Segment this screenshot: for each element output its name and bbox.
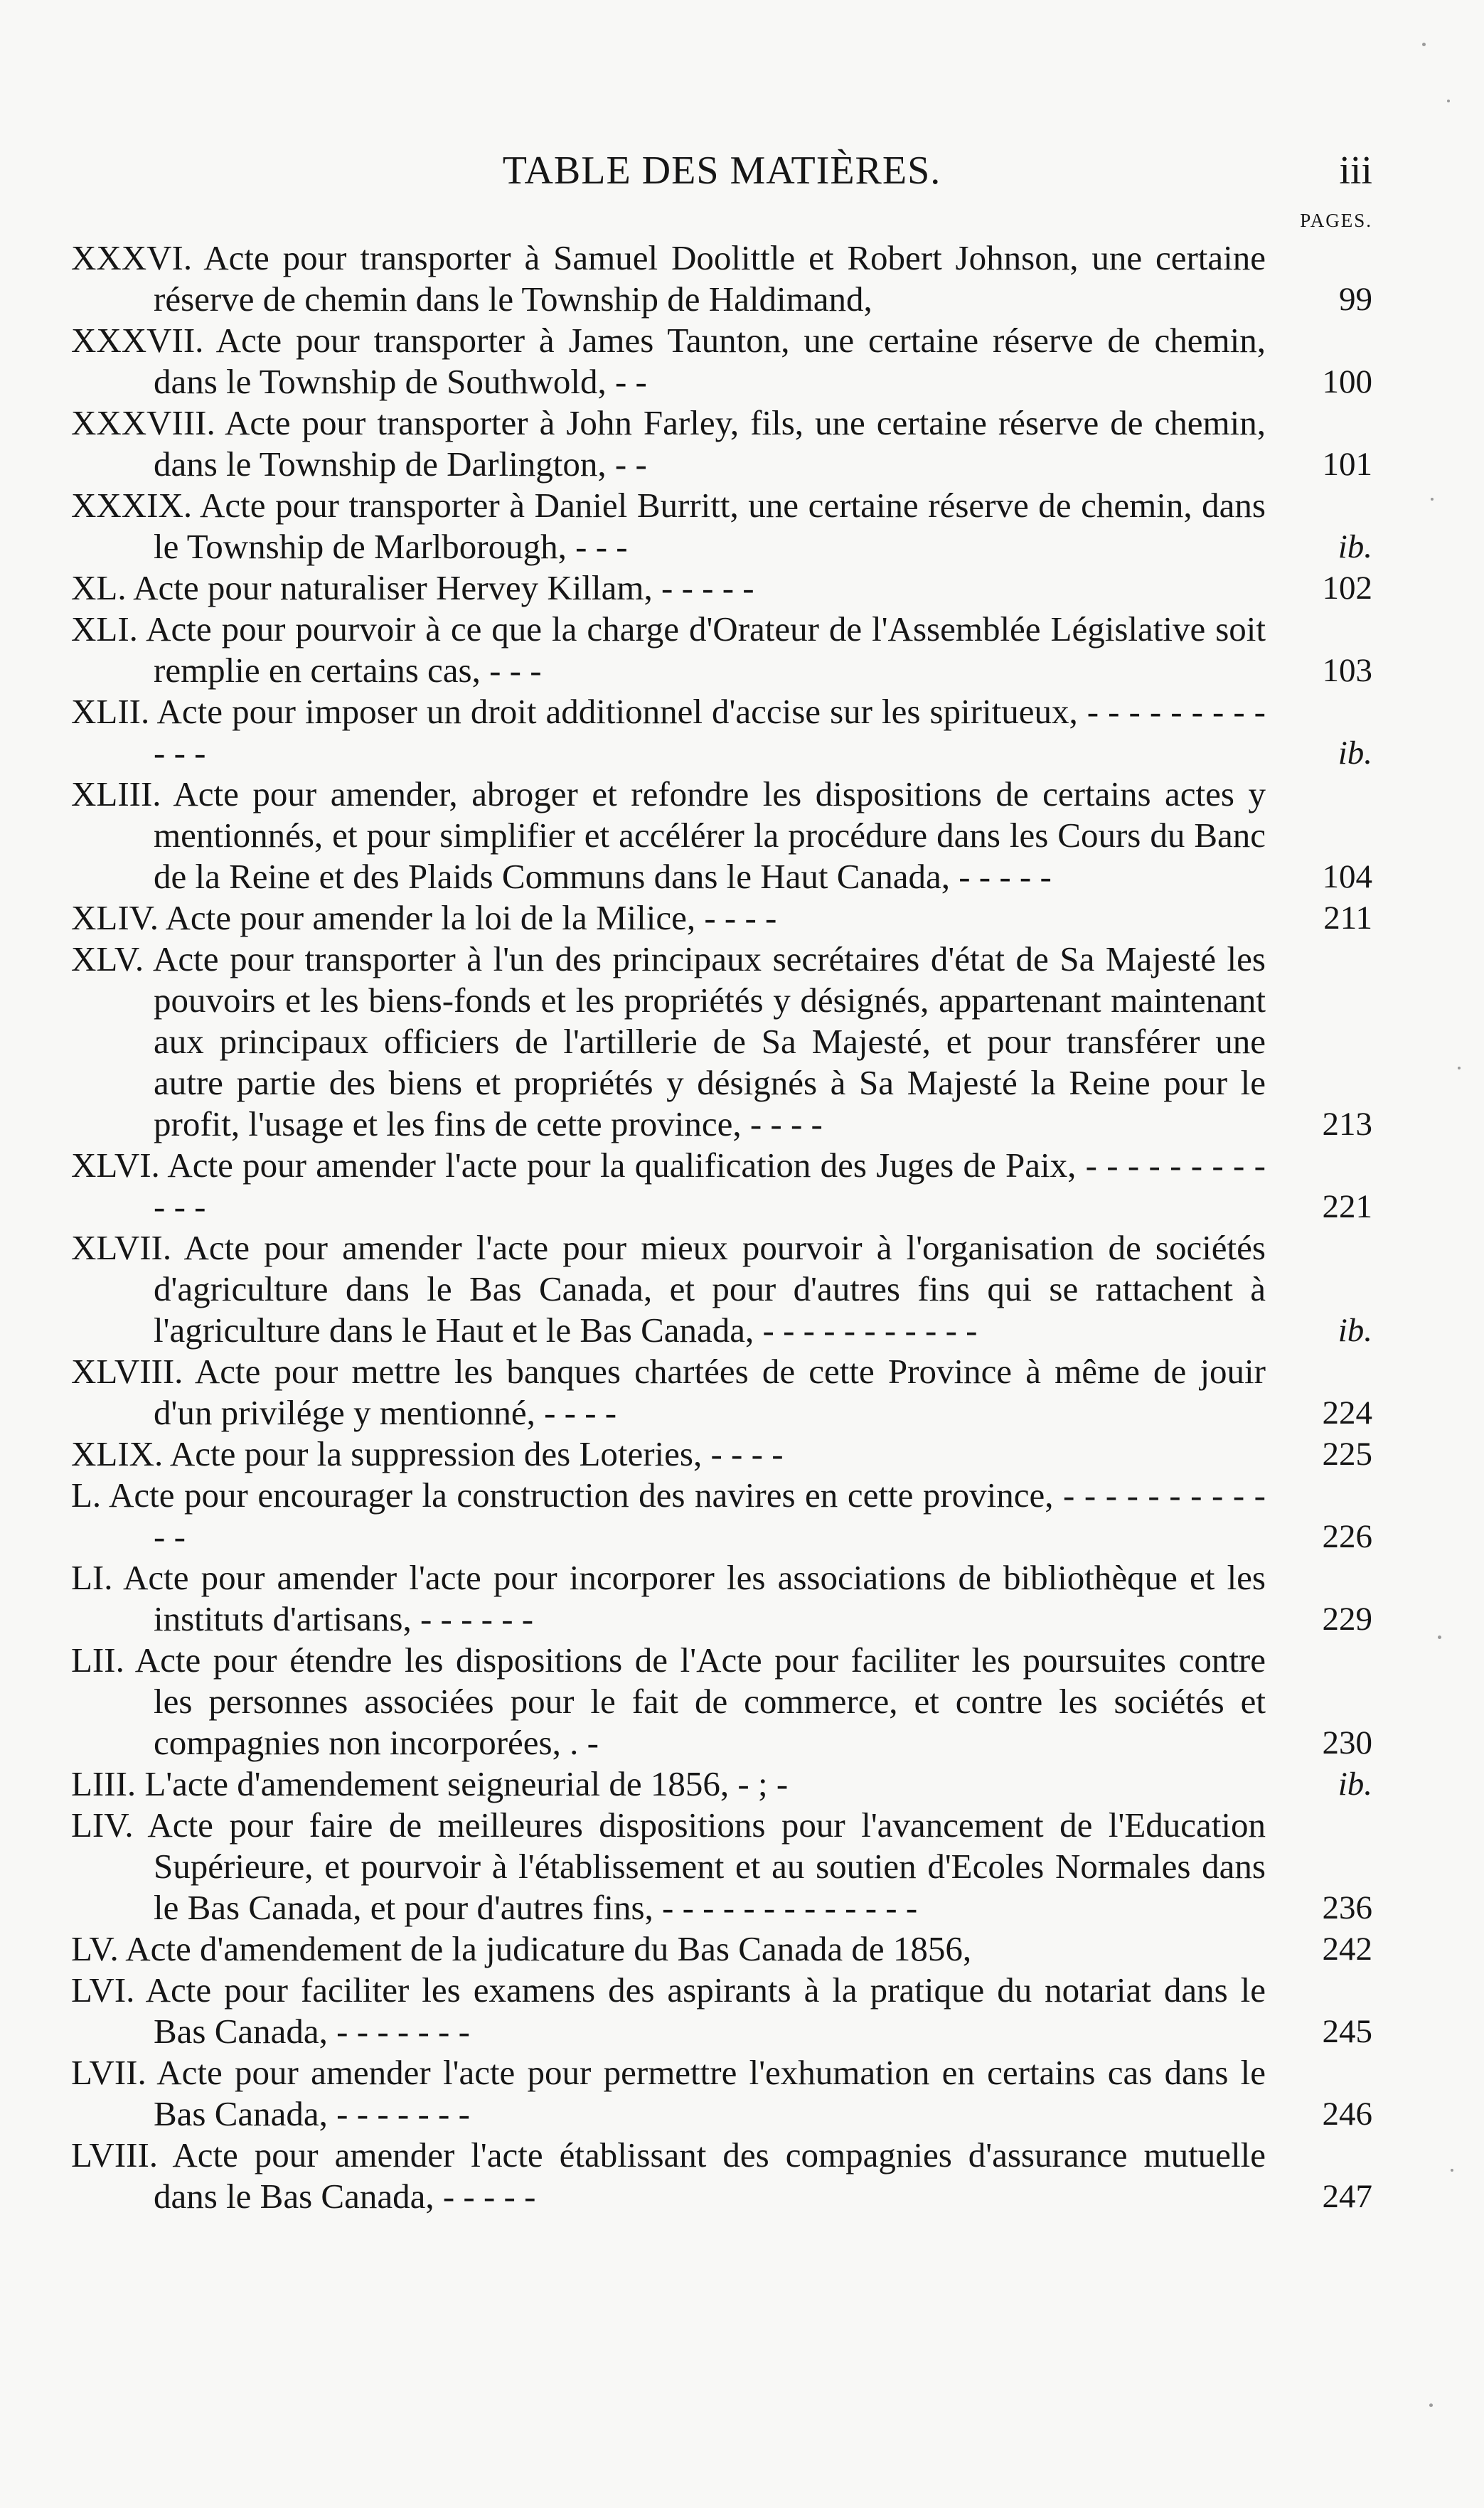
toc-entry (71, 2135, 1372, 2217)
entry-page: 211 (1323, 900, 1372, 937)
entry-page: ib. (1338, 735, 1372, 772)
toc-entry (71, 609, 1372, 691)
toc-entry (71, 1227, 1372, 1351)
entry-page: 102 (1322, 570, 1372, 607)
entry-text: XLII. Acte pour imposer un droit additionnel d'accise sur les spiritueux, - - - - - - - - - - - - (71, 692, 1266, 772)
scan-speck (1458, 1067, 1461, 1069)
entry-page: ib. (1338, 1312, 1372, 1349)
toc-entry (71, 1970, 1372, 2052)
entry-page: 100 (1322, 363, 1372, 400)
toc-entry (71, 485, 1372, 567)
scan-speck (1429, 2403, 1433, 2407)
entry-text: XLV. Acte pour transporter à l'un des principaux secrétaires d'état de Sa Majesté les pouvoirs et les biens-fonds et les propriétés y désignés, appartenant maintenant aux principaux officiers de l'artillerie de Sa Majesté, et pour transférer une autre partie des biens et propriétés y désignés à Sa Majesté la Reine pour le profit, l'usage et les fins de cette province, - - - - (71, 939, 1266, 1143)
entry-text: LIII. L'acte d'amendement seigneurial de 1856, - ; - (71, 1764, 789, 1803)
entry-page: 229 (1322, 1601, 1372, 1638)
scan-speck (1447, 100, 1450, 102)
running-title: TABLE DES MATIÈRES. (502, 149, 941, 193)
toc-entry (71, 1763, 1372, 1805)
toc-entry (71, 567, 1372, 609)
toc-entry (71, 774, 1372, 897)
entry-text: LII. Acte pour étendre les dispositions de l'Acte pour faciliter les poursuites contre les personnes associées pour le fait de commerce, et contre les sociétés et compagnies non incorporées, . - (71, 1640, 1266, 1762)
entry-page: 221 (1322, 1188, 1372, 1225)
entry-text: LVIII. Acte pour amender l'acte établissant des compagnies d'assurance mutuelle dans le Bas Canada, - - - - - (71, 2135, 1266, 2216)
toc-entry (71, 238, 1372, 320)
toc-entry (71, 1928, 1372, 1970)
entry-page: 225 (1322, 1436, 1372, 1473)
entry-page: 245 (1322, 2013, 1372, 2050)
entry-page: 224 (1322, 1394, 1372, 1431)
toc-entry (71, 1557, 1372, 1640)
entry-text: XLI. Acte pour pourvoir à ce que la charge d'Orateur de l'Assemblée Législative soit remplie en certains cas, - - - (71, 609, 1266, 690)
entry-page: 226 (1322, 1518, 1372, 1555)
entry-text: L. Acte pour encourager la construction des navires en cette province, - - - - - - - - - - - - (71, 1476, 1266, 1556)
scan-speck (1438, 1635, 1441, 1639)
toc-entry (71, 1805, 1372, 1928)
entry-text: XLVII. Acte pour amender l'acte pour mieux pourvoir à l'organisation de sociétés d'agriculture dans le Bas Canada, et pour d'autres fins qui se rattachent à l'agriculture dans le Haut et le Bas Canada, - - - - - - - - - - - (71, 1228, 1266, 1350)
scan-speck (1422, 43, 1426, 46)
entry-page: ib. (1338, 528, 1372, 565)
entry-text: XLVI. Acte pour amender l'acte pour la qualification des Juges de Paix, - - - - - - - - - - - - (71, 1146, 1266, 1226)
entry-text: XLVIII. Acte pour mettre les banques chartées de cette Province à même de jouir d'un privilége y mentionné, - - - - (71, 1352, 1266, 1432)
entry-text: XLIII. Acte pour amender, abroger et refondre les dispositions de certains actes y mentionnés, et pour simplifier et accélérer la procédure dans les Cours du Banc de la Reine et des Plaids Communs dans le Haut Canada, - - - - - (71, 774, 1266, 896)
entry-page: 99 (1339, 281, 1372, 318)
entry-page: 101 (1322, 446, 1372, 483)
entry-page: 103 (1322, 652, 1372, 689)
toc-entry (71, 1351, 1372, 1434)
entry-text: XXXVIII. Acte pour transporter à John Farley, fils, une certaine réserve de chemin, dans le Township de Darlington, - - (71, 403, 1266, 484)
entry-page: 230 (1322, 1724, 1372, 1761)
entry-page: 246 (1322, 2096, 1372, 2133)
table-of-contents (71, 238, 1372, 2217)
toc-entry (71, 1640, 1372, 1763)
entry-text: LIV. Acte pour faire de meilleures dispositions pour l'avancement de l'Education Supérieure, et pourvoir à l'établissement et au soutien d'Ecoles Normales dans le Bas Canada, et pour d'autres fins, - - - - - - - - - - - - - (71, 1805, 1266, 1927)
entry-text: XLIX. Acte pour la suppression des Loteries, - - - - (71, 1434, 784, 1473)
toc-entry (71, 2052, 1372, 2135)
entry-text: LI. Acte pour amender l'acte pour incorporer les associations de bibliothèque et les instituts d'artisans, - - - - - - (71, 1558, 1266, 1638)
toc-entry (71, 691, 1372, 774)
entry-page: 104 (1322, 858, 1372, 895)
toc-entry (71, 1434, 1372, 1475)
entry-text: LVII. Acte pour amender l'acte pour permettre l'exhumation en certains cas dans le Bas Canada, - - - - - - - (71, 2053, 1266, 2133)
entry-page: 242 (1322, 1931, 1372, 1968)
toc-entry (71, 402, 1372, 485)
entry-text: LVI. Acte pour faciliter les examens des aspirants à la pratique du notariat dans le Bas Canada, - - - - - - - (71, 1970, 1266, 2051)
entry-text: XXXVI. Acte pour transporter à Samuel Doolittle et Robert Johnson, une certaine réserve de chemin dans le Township de Haldimand, (71, 238, 1266, 319)
scan-speck (1451, 2169, 1453, 2172)
entry-page: 247 (1322, 2178, 1372, 2215)
toc-entry (71, 320, 1372, 402)
entry-text: XL. Acte pour naturaliser Hervey Killam, - - - - - (71, 568, 754, 607)
scan-speck (1431, 498, 1434, 501)
page-number: iii (1339, 149, 1372, 193)
entry-text: XXXVII. Acte pour transporter à James Taunton, une certaine réserve de chemin, dans le Township de Southwold, - - (71, 321, 1266, 401)
pages-column-label: PAGES. (1300, 210, 1372, 231)
page-header (71, 142, 1372, 199)
toc-entry (71, 897, 1372, 939)
entry-text: XLIV. Acte pour amender la loi de la Milice, - - - - (71, 898, 777, 937)
toc-entry (71, 1475, 1372, 1557)
entry-text: XXXIX. Acte pour transporter à Daniel Burritt, une certaine réserve de chemin, dans le Township de Marlborough, - - - (71, 486, 1266, 566)
entry-page: 236 (1322, 1889, 1372, 1926)
entry-page: 213 (1322, 1106, 1372, 1143)
entry-text: LV. Acte d'amendement de la judicature du Bas Canada de 1856, (71, 1929, 972, 1968)
toc-entry (71, 1145, 1372, 1227)
toc-entry (71, 939, 1372, 1145)
entry-page: ib. (1338, 1766, 1372, 1803)
